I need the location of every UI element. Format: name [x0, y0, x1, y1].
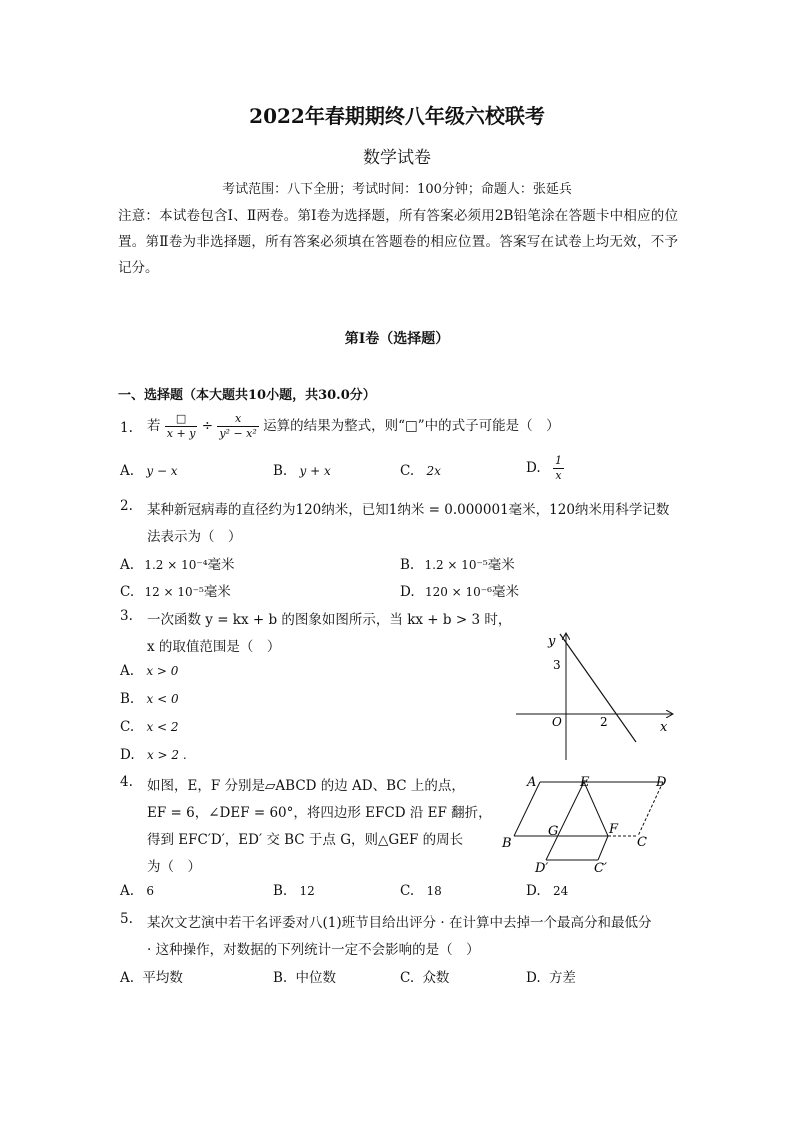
option-label: C. — [400, 463, 415, 479]
label-c: C — [637, 835, 647, 850]
q5-option-a[interactable] — [120, 966, 183, 986]
label-g: G — [548, 824, 559, 839]
segment-c-prime-f — [598, 836, 608, 860]
q4-line-2: EF = 6，∠DEF = 60°，将四边形 EFCD 沿 EF 翻折， — [147, 805, 492, 821]
option-math: 1.2 × 10⁻⁵ — [424, 558, 488, 572]
x-intercept-label: 2 — [600, 715, 608, 729]
exam-info: 考试范围：八下全册；考试时间：100分钟；命题人：张延兵 — [222, 182, 572, 197]
side-dc-dashed — [638, 782, 663, 836]
option-label: A. — [120, 970, 135, 986]
label-c-prime: C′ — [594, 861, 607, 876]
q5-line-1: 某次文艺演中若干名评委对八(1)班节目给出评分 · 在计算中去掉一个最高分和最低分 — [147, 915, 652, 931]
option-label: B. — [400, 557, 415, 573]
q1-option-b[interactable] — [273, 463, 331, 479]
segment-ef — [584, 782, 608, 836]
option-text: 2x — [426, 464, 441, 478]
option-label: D. — [120, 747, 135, 763]
side-ab — [514, 782, 540, 836]
origin-label: O — [552, 715, 562, 729]
q1-div: ÷ — [201, 418, 214, 434]
option-text: 6 — [146, 884, 154, 898]
option-frac-den: x — [555, 469, 562, 482]
q1-frac1-den: x + y — [166, 427, 196, 440]
q3-line-2: x 的取值范围是（ ） — [147, 639, 281, 655]
q3-option-b[interactable] — [120, 691, 179, 707]
option-text: 众数 — [422, 970, 450, 986]
q4-option-d[interactable] — [526, 883, 568, 899]
q3-graph — [512, 628, 682, 763]
option-text: 24 — [552, 884, 569, 898]
label-d: D — [656, 775, 667, 790]
option-label: C. — [400, 970, 415, 986]
option-text: 平均数 — [142, 970, 183, 986]
q4-option-b[interactable] — [273, 883, 315, 899]
q4-line-3: 得到 EFC′D′，ED′ 交 BC 于点 G，则△GEF 的周长 — [147, 832, 464, 848]
q2-option-d[interactable] — [400, 580, 519, 600]
option-text: y + x — [299, 464, 331, 478]
q3-number: 3. — [120, 608, 133, 624]
q4-line-1: 如图，E，F 分别是▱ABCD 的边 AD、BC 上的点， — [147, 778, 465, 794]
option-label: D. — [526, 883, 541, 899]
option-label: A. — [120, 883, 135, 899]
option-label: C. — [120, 584, 135, 600]
option-label: A. — [120, 663, 135, 679]
q2-option-c[interactable] — [120, 580, 231, 600]
exam-title: 2022年春期期终八年级六校联考 — [249, 104, 545, 128]
option-text: x > 2 . — [146, 748, 187, 762]
q1-frac2-den: y² − x² — [219, 427, 257, 440]
option-unit: 毫米 — [487, 557, 515, 573]
q3-option-c[interactable] — [120, 719, 179, 735]
q5-option-b[interactable] — [273, 966, 336, 986]
q5-option-d[interactable] — [526, 966, 576, 986]
y-intercept-label: 3 — [553, 658, 561, 672]
segment-ed-prime — [546, 782, 584, 860]
label-d-prime: D′ — [535, 861, 549, 876]
q1-frac2-num: x — [217, 412, 258, 427]
q1-stem — [147, 412, 560, 441]
section-title: 第Ⅰ卷（选择题） — [344, 331, 450, 347]
option-label: B. — [273, 970, 288, 986]
function-line — [560, 634, 636, 742]
option-label: C. — [120, 719, 135, 735]
label-e: E — [580, 775, 590, 790]
option-text: 18 — [426, 884, 442, 898]
q5-number: 5. — [120, 911, 133, 927]
q1-option-c[interactable] — [400, 463, 441, 479]
q2-line-1: 某种新冠病毒的直径约为120纳米，已知1纳米 = 0.000001毫米，120纳米用科学记数 — [147, 502, 670, 518]
option-unit: 毫米 — [491, 584, 519, 600]
q1-option-d[interactable] — [526, 454, 564, 483]
label-f: F — [609, 822, 619, 837]
option-text: 方差 — [548, 970, 576, 986]
y-axis-label: y — [548, 634, 556, 649]
section-heading: 一、选择题（本大题共10小题，共30.0分） — [118, 388, 376, 403]
option-text: 中位数 — [295, 970, 337, 986]
q1-pre: 若 — [147, 418, 161, 434]
option-text: x < 0 — [146, 692, 179, 706]
q4-option-a[interactable] — [120, 883, 154, 899]
q1-fraction-2 — [217, 412, 258, 441]
q1-frac1-num: □ — [165, 412, 198, 427]
q2-option-b[interactable] — [400, 553, 515, 573]
q1-fraction-1 — [165, 412, 198, 441]
option-unit: 毫米 — [203, 584, 231, 600]
option-label: A. — [120, 557, 135, 573]
option-math: 12 × 10⁻⁵ — [144, 585, 204, 599]
q1-option-a[interactable] — [120, 463, 178, 479]
option-label: A. — [120, 463, 135, 479]
exam-note: 注意：本试卷包含Ⅰ、Ⅱ两卷。第Ⅰ卷为选择题，所有答案必须用2B铅笔涂在答题卡中相应的位置。第Ⅱ卷为非选择题，所有答案必须填在答题卷的相应位置。答案写在试卷上均无效，不予记分。 — [118, 208, 678, 276]
option-label: D. — [526, 970, 541, 986]
q5-option-c[interactable] — [400, 966, 449, 986]
option-math: 120 × 10⁻⁶ — [424, 585, 492, 599]
option-label: B. — [120, 691, 135, 707]
q3-option-a[interactable] — [120, 663, 178, 679]
q4-line-4: 为（ ） — [147, 859, 201, 875]
q2-option-a[interactable] — [120, 553, 235, 573]
option-text: x < 2 — [146, 720, 179, 734]
exam-subtitle: 数学试卷 — [363, 148, 431, 168]
x-axis-label: x — [660, 720, 668, 735]
option-fraction — [553, 454, 564, 483]
q1-number: 1. — [120, 420, 133, 436]
label-a: A — [527, 775, 537, 790]
q4-number: 4. — [120, 774, 133, 790]
option-label: B. — [273, 463, 288, 479]
q2-line-2: 法表示为（ ） — [147, 529, 242, 545]
option-label: C. — [400, 883, 415, 899]
option-label: B. — [273, 883, 288, 899]
label-b: B — [502, 836, 512, 851]
q3-option-d[interactable] — [120, 747, 187, 763]
q1-post: 运算的结果为整式，则“□”中的式子可能是（ ） — [263, 418, 560, 434]
q4-option-c[interactable] — [400, 883, 442, 899]
option-math: 1.2 × 10⁻⁴ — [144, 558, 208, 572]
q3-line-1: 一次函数 y = kx + b 的图象如图所示，当 kx + b > 3 时， — [147, 612, 512, 628]
option-text: x > 0 — [146, 664, 179, 678]
option-unit: 毫米 — [207, 557, 235, 573]
q2-number: 2. — [120, 498, 133, 514]
option-frac-num: 1 — [554, 454, 562, 467]
option-text: 12 — [299, 884, 315, 898]
q4-figure — [498, 770, 676, 880]
q5-line-2: · 这种操作，对数据的下列统计一定不会影响的是（ ） — [147, 942, 480, 958]
option-text: y − x — [146, 464, 178, 478]
option-label: D. — [400, 584, 415, 600]
option-label: D. — [526, 460, 541, 476]
